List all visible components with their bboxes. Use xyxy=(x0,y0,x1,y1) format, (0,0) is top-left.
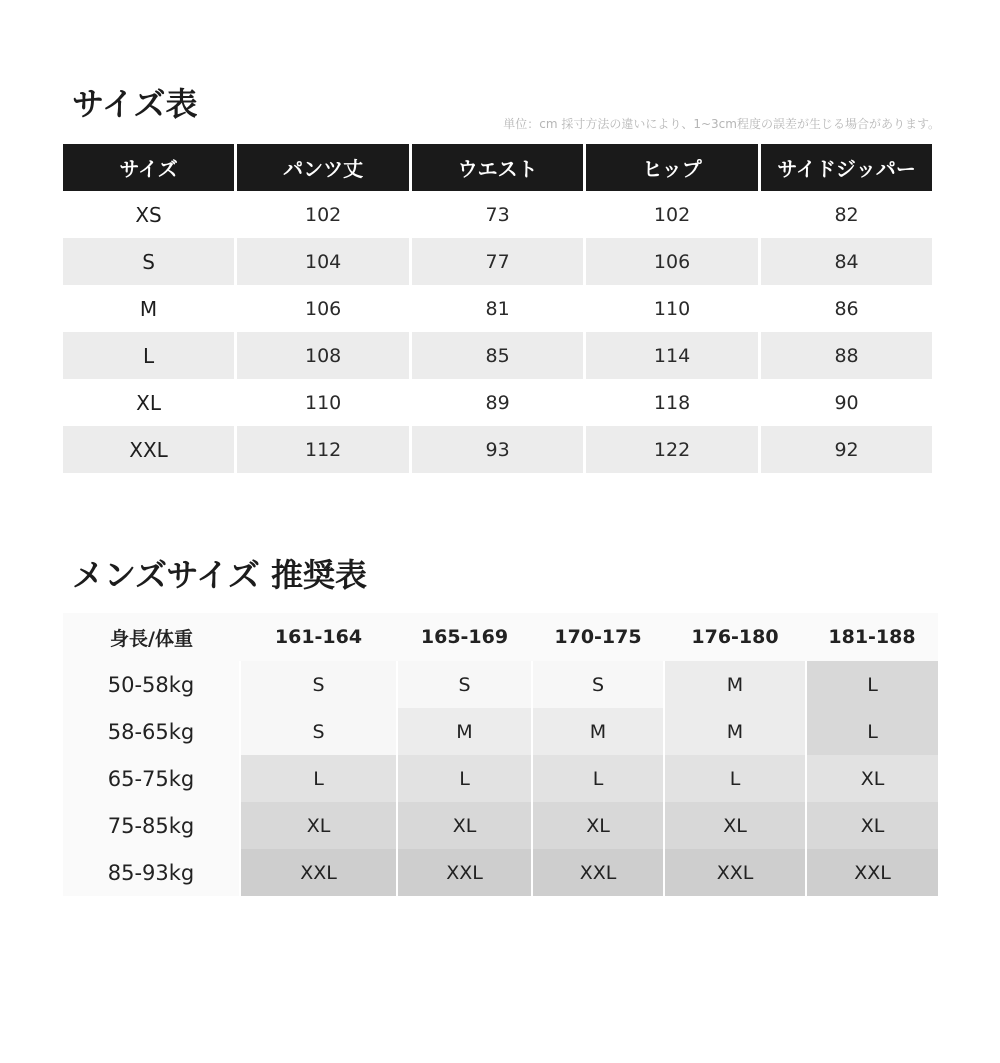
measurement-cell: 77 xyxy=(412,238,583,285)
measurement-cell: 73 xyxy=(485,203,510,226)
recommended-size-cell: XXL xyxy=(240,849,397,896)
size-label: XL xyxy=(136,390,161,415)
weight-label: 58-65kg xyxy=(63,708,240,755)
weight-label: 75-85kg xyxy=(63,802,240,849)
recommended-size-cell: S xyxy=(240,661,397,708)
measurement-cell: 82 xyxy=(834,203,859,226)
recommended-size-cell: S xyxy=(397,661,532,708)
header-waist: ウエスト xyxy=(412,144,583,191)
header-length: パンツ丈 xyxy=(237,144,409,191)
size-label: M xyxy=(139,296,158,321)
height-header: 176-180 xyxy=(664,613,806,661)
recommended-size-cell: M xyxy=(664,661,806,708)
table-row xyxy=(63,661,938,708)
size-label: XS xyxy=(135,202,162,227)
size-label: L xyxy=(63,332,234,379)
measurement-cell: 122 xyxy=(586,426,758,473)
measurement-cell: 89 xyxy=(485,391,510,414)
measurement-cell: 108 xyxy=(237,332,409,379)
table-row xyxy=(63,238,932,285)
height-header: 170-175 xyxy=(532,613,664,661)
table-row xyxy=(63,755,938,802)
recommended-size-cell: M xyxy=(664,708,806,755)
measurement-cell: 110 xyxy=(653,297,691,320)
recommended-size-cell: L xyxy=(664,755,806,802)
weight-label: 50-58kg xyxy=(63,661,240,708)
corner-label: 身長/体重 xyxy=(63,613,240,661)
size-label: XXL xyxy=(63,426,234,473)
measurement-cell: 86 xyxy=(834,297,859,320)
table-row xyxy=(63,849,938,896)
weight-label: 85-93kg xyxy=(63,849,240,896)
recommended-size-cell: XL xyxy=(397,802,532,849)
size-chart-table xyxy=(60,144,935,473)
recommended-size-cell: L xyxy=(240,755,397,802)
measurement-cell: 93 xyxy=(412,426,583,473)
measurement-cell: 85 xyxy=(412,332,583,379)
measurement-cell: 102 xyxy=(304,203,342,226)
size-label: S xyxy=(63,238,234,285)
measurement-cell: 110 xyxy=(304,391,342,414)
table-row xyxy=(63,332,932,379)
recommended-size-cell: XXL xyxy=(532,849,664,896)
measurement-cell: 90 xyxy=(834,391,859,414)
header-hip: ヒップ xyxy=(586,144,758,191)
recommended-size-cell: XXL xyxy=(806,849,938,896)
weight-label: 65-75kg xyxy=(63,755,240,802)
recommended-size-cell: L xyxy=(806,708,938,755)
measurement-cell: 118 xyxy=(653,391,691,414)
header-side-zipper: サイドジッパー xyxy=(761,144,932,191)
height-header: 165-169 xyxy=(397,613,532,661)
recommended-size-cell: XL xyxy=(664,802,806,849)
height-header: 181-188 xyxy=(806,613,938,661)
recommended-size-cell: XXL xyxy=(397,849,532,896)
table-row xyxy=(63,426,932,473)
table-row xyxy=(63,379,932,426)
table-row xyxy=(63,191,932,238)
recommended-size-cell: XL xyxy=(240,802,397,849)
recommend-title: メンズサイズ 推奨表 xyxy=(72,556,367,594)
measurement-cell: 81 xyxy=(485,297,510,320)
measurement-cell: 102 xyxy=(653,203,691,226)
recommended-size-cell: L xyxy=(806,661,938,708)
size-chart-title: サイズ表 xyxy=(72,85,198,123)
measurement-cell: 92 xyxy=(761,426,932,473)
recommended-size-cell: S xyxy=(532,661,664,708)
recommend-table xyxy=(63,613,938,896)
recommended-size-cell: XL xyxy=(532,802,664,849)
table-row xyxy=(63,802,938,849)
measurement-cell: 84 xyxy=(761,238,932,285)
recommended-size-cell: M xyxy=(532,708,664,755)
recommended-size-cell: XXL xyxy=(664,849,806,896)
recommended-size-cell: M xyxy=(397,708,532,755)
recommended-size-cell: L xyxy=(397,755,532,802)
measurement-cell: 88 xyxy=(761,332,932,379)
measurement-cell: 112 xyxy=(237,426,409,473)
recommended-size-cell: L xyxy=(532,755,664,802)
recommended-size-cell: XL xyxy=(806,755,938,802)
recommended-size-cell: S xyxy=(240,708,397,755)
recommended-size-cell: XL xyxy=(806,802,938,849)
measurement-cell: 114 xyxy=(586,332,758,379)
size-chart-header-row xyxy=(63,144,932,191)
measurement-cell: 106 xyxy=(586,238,758,285)
header-size: サイズ xyxy=(63,144,234,191)
recommend-header-row xyxy=(63,613,938,661)
measurement-note: 単位：cm 採寸方法の違いにより、1~3cm程度の誤差が生じる場合があります。 xyxy=(503,117,940,131)
measurement-cell: 106 xyxy=(304,297,342,320)
table-row xyxy=(63,285,932,332)
table-row xyxy=(63,708,938,755)
height-header: 161-164 xyxy=(240,613,397,661)
measurement-cell: 104 xyxy=(237,238,409,285)
